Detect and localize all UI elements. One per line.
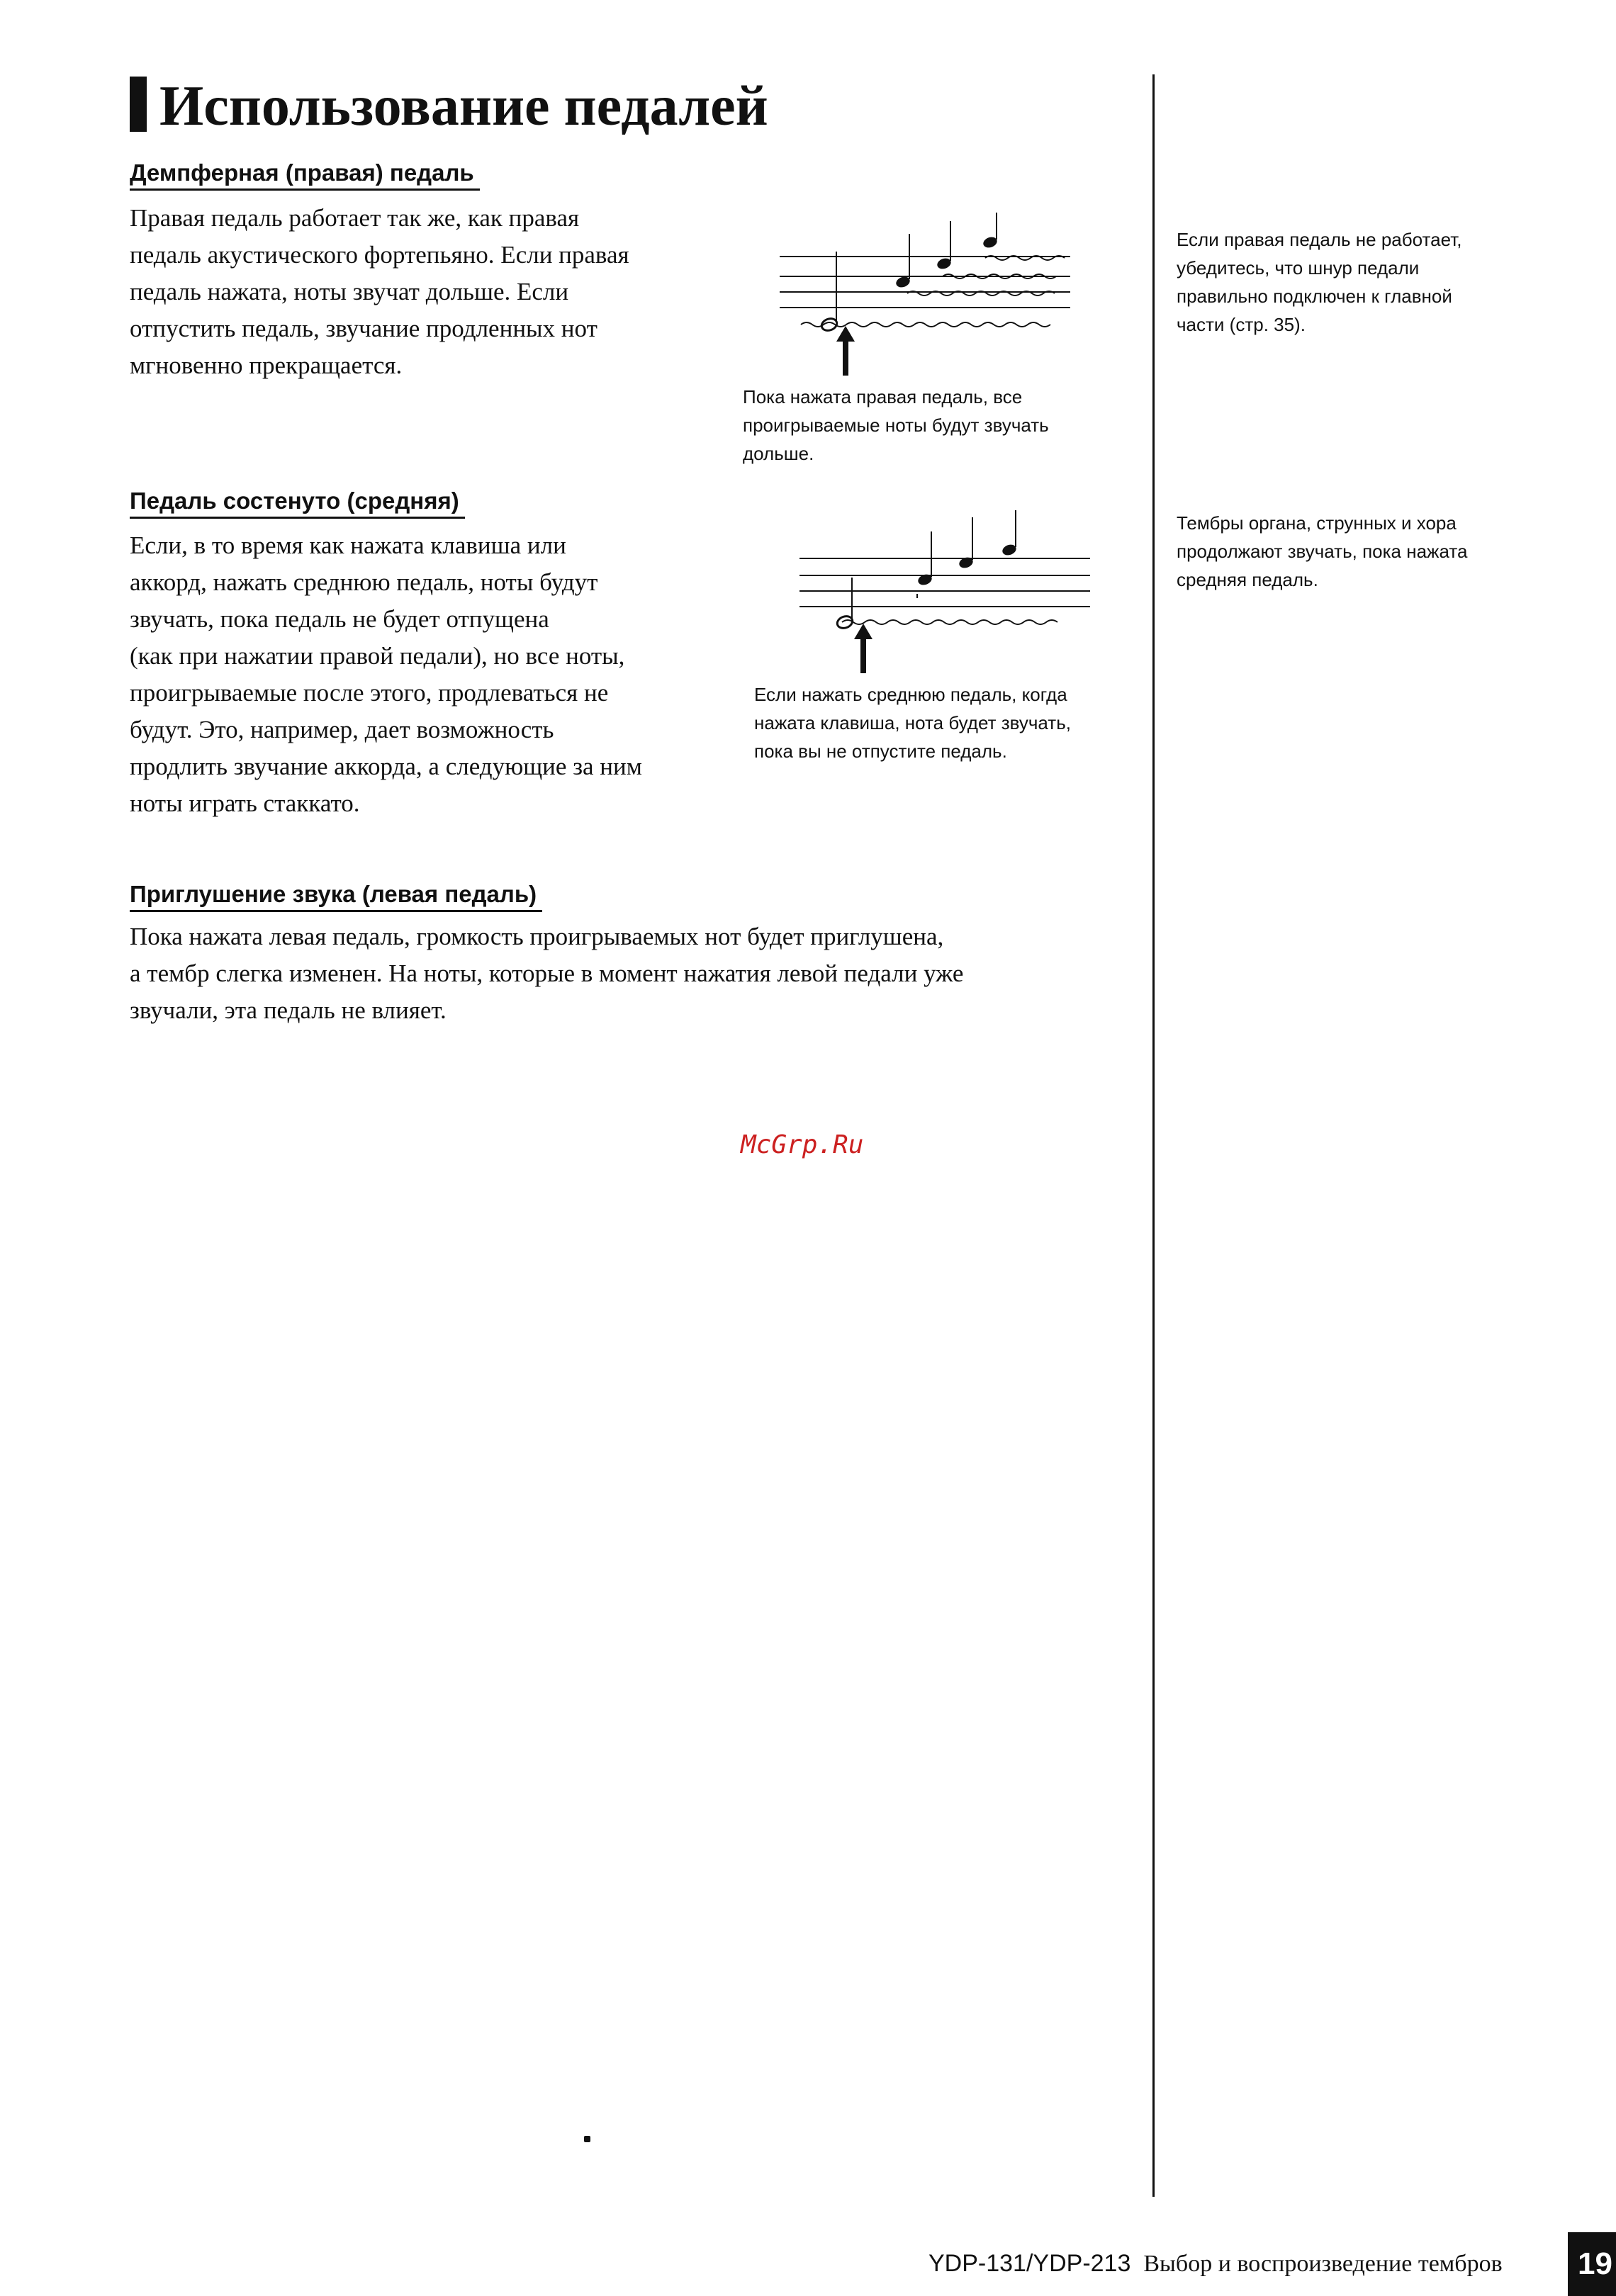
sustain-wave [842, 620, 1057, 624]
pedal-arrow-icon [854, 624, 872, 673]
sostenuto-caption [754, 680, 1071, 765]
caption-line: пока вы не отпустите педаль. [754, 741, 1007, 762]
sostenuto-pedal-diagram [799, 510, 1097, 680]
margin-note-damper [1177, 225, 1461, 339]
damper-line: педаль нажата, ноты звучат дольше. Если [130, 278, 569, 305]
sostenuto-line: Если, в то время как нажата клавиша или [130, 531, 566, 559]
sostenuto-line: продлить звучание аккорда, а следующие за ним [130, 753, 642, 780]
sostenuto-line: (как при нажатии правой педали), но все ноты, [130, 642, 625, 670]
footer-chapter: Выбор и воспроизведение тембров [1143, 2251, 1503, 2277]
soft-line: Пока нажата левая педаль, громкость проигрываемых нот будет приглушена, [130, 923, 944, 950]
sostenuto-line: будут. Это, например, дает возможность [130, 716, 554, 743]
note-line: Тембры органа, струнных и хора [1177, 512, 1457, 534]
sostenuto-line: проигрываемые после этого, продлеваться не [130, 679, 609, 707]
sustain-wave [801, 322, 1050, 327]
soft-line: а тембр слегка изменен. На ноты, которые в момент нажатия левой педали уже [130, 960, 964, 987]
sostenuto-line: аккорд, нажать среднюю педаль, ноты будут [130, 568, 598, 596]
title-bar-marker [130, 77, 147, 132]
footer-model: YDP-131/YDP-213 [928, 2250, 1131, 2277]
damper-line: мгновенно прекращается. [130, 351, 403, 379]
damper-body [130, 200, 629, 384]
sostenuto-line: звучать, пока педаль не будет отпущена [130, 605, 549, 633]
damper-line: педаль акустического фортепьяно. Если правая [130, 241, 629, 269]
damper-pedal-diagram [780, 213, 1077, 383]
soft-line: звучали, эта педаль не влияет. [130, 996, 447, 1024]
damper-caption [743, 383, 1049, 468]
watermark-text[interactable]: McGrp.Ru [741, 1130, 864, 1159]
note-line: средняя педаль. [1177, 569, 1318, 590]
caption-line: нажата клавиша, нота будет звучать, [754, 712, 1071, 733]
page-number-tab: 19 [1568, 2232, 1616, 2296]
column-divider [1152, 74, 1155, 2197]
damper-line: отпустить педаль, звучание продленных нот [130, 315, 597, 342]
sostenuto-line: ноты играть стаккато. [130, 789, 360, 817]
page-footer [928, 2248, 1503, 2280]
margin-note-sostenuto [1177, 509, 1467, 594]
caption-line: дольше. [743, 443, 814, 464]
note-line: правильно подключен к главной [1177, 286, 1452, 307]
sostenuto-heading: Педаль состенуто (средняя) [130, 485, 465, 519]
soft-heading: Приглушение звука (левая педаль) [130, 879, 542, 912]
note-line: продолжают звучать, пока нажата [1177, 541, 1468, 562]
caption-line: Если нажать среднюю педаль, когда [754, 684, 1067, 705]
damper-line: Правая педаль работает так же, как правая [130, 204, 580, 232]
pedal-arrow-icon [836, 326, 855, 376]
soft-body [130, 918, 963, 1029]
damper-heading: Демпферная (правая) педаль [130, 157, 480, 191]
note-line: Если правая педаль не работает, [1177, 229, 1462, 250]
page-title: Использование педалей [159, 75, 768, 137]
note-line: убедитесь, что шнур педали [1177, 257, 1420, 278]
stray-mark [584, 2136, 590, 2142]
caption-line: Пока нажата правая педаль, все [743, 386, 1023, 407]
caption-line: проигрываемые ноты будут звучать [743, 415, 1049, 436]
note-line: части (стр. 35). [1177, 314, 1306, 335]
sostenuto-body [130, 527, 642, 822]
